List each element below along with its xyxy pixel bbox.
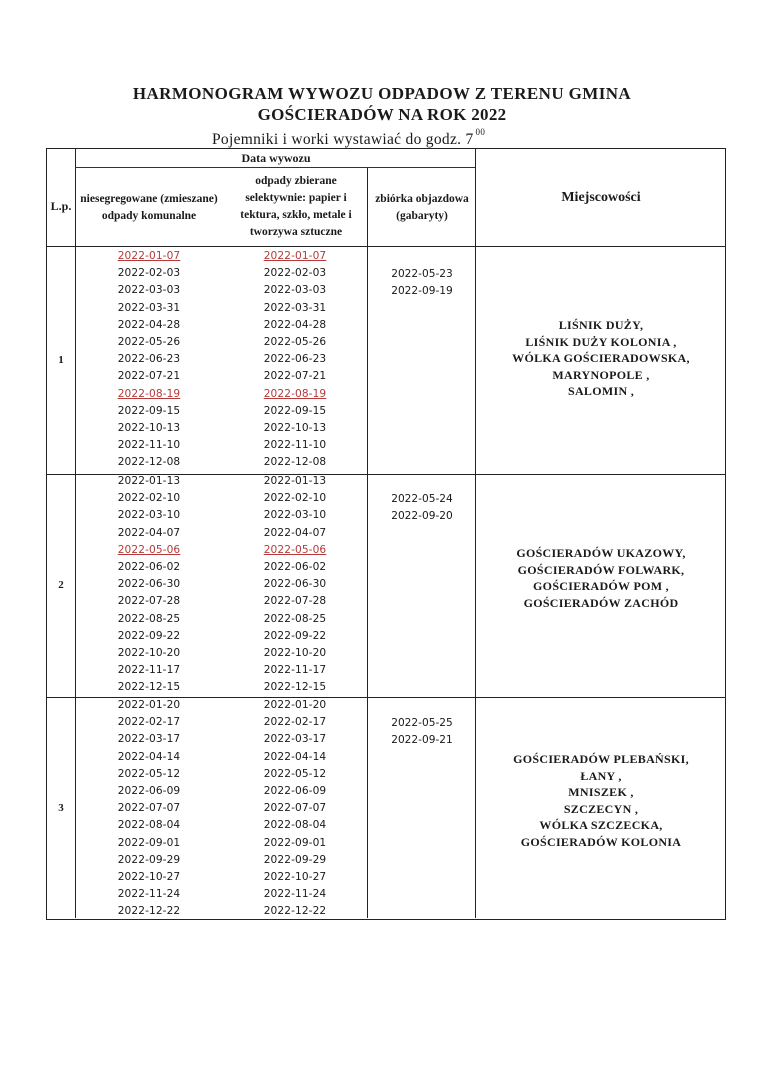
- date-cell: 2022-04-28: [117, 318, 181, 331]
- date-cell: 2022-07-28: [117, 595, 181, 608]
- date-cell: 2022-12-15: [263, 681, 327, 694]
- header-places: Miejscowości: [561, 190, 641, 205]
- date-cell: 2022-09-15: [263, 404, 327, 417]
- document-title-line2: GOŚCIERADÓW NA ROK 2022: [257, 105, 507, 124]
- col-divider-lp: [75, 149, 76, 918]
- date-cell: 2022-10-20: [263, 646, 327, 659]
- group-number: 3: [58, 802, 64, 814]
- date-cell: 2022-12-22: [263, 905, 327, 918]
- date-cell: 2022-08-04: [117, 819, 181, 832]
- date-cell: 2022-05-24: [391, 493, 453, 505]
- date-cell: 2022-05-26: [117, 335, 181, 348]
- date-cell: 2022-05-23: [391, 268, 453, 280]
- date-cell: 2022-03-17: [117, 733, 181, 746]
- date-cell: 2022-05-26: [263, 335, 327, 348]
- group-number: 2: [58, 579, 64, 591]
- date-cell: 2022-02-03: [117, 267, 181, 280]
- date-cell: 2022-05-06: [117, 543, 181, 556]
- row-divider-header: [47, 246, 725, 247]
- date-cell: 2022-03-17: [263, 733, 327, 746]
- date-cell: 2022-09-29: [263, 853, 327, 866]
- date-cell: 2022-04-07: [117, 526, 181, 539]
- date-cell: 2022-12-15: [117, 681, 181, 694]
- selective-dates-list: [223, 697, 367, 920]
- date-cell: 2022-11-24: [117, 888, 181, 901]
- date-cell: 2022-05-06: [263, 543, 327, 556]
- date-cell: 2022-10-20: [117, 646, 181, 659]
- date-cell: 2022-08-25: [117, 612, 181, 625]
- header-lp: L.p.: [50, 199, 72, 213]
- date-cell: 2022-12-08: [263, 456, 327, 469]
- date-cell: 2022-04-14: [117, 750, 181, 763]
- bulky-dates-list: [369, 715, 475, 749]
- date-cell: 2022-07-21: [117, 370, 181, 383]
- date-cell: 2022-04-07: [263, 526, 327, 539]
- date-cell: 2022-09-29: [117, 853, 181, 866]
- mixed-dates-list: [77, 473, 221, 696]
- place-name: ŁANY ,: [580, 768, 622, 783]
- date-cell: 2022-02-17: [117, 716, 181, 729]
- date-cell: 2022-01-13: [263, 475, 327, 487]
- date-cell: 2022-11-17: [117, 664, 181, 677]
- header-data-wywozu: Data wywozu: [241, 151, 311, 165]
- date-cell: 2022-04-28: [263, 318, 327, 331]
- date-cell: 2022-12-22: [117, 905, 181, 918]
- date-cell: 2022-01-20: [117, 699, 181, 711]
- date-cell: 2022-06-02: [117, 560, 181, 573]
- date-cell: 2022-10-27: [263, 870, 327, 883]
- date-cell: 2022-01-13: [117, 475, 181, 487]
- date-cell: 2022-03-31: [263, 301, 327, 314]
- date-cell: 2022-11-10: [117, 439, 181, 452]
- mixed-dates-list: [77, 248, 221, 471]
- places-list: [477, 751, 725, 850]
- subtitle-time-superscript: 00: [475, 127, 486, 137]
- date-cell: 2022-12-08: [117, 456, 181, 469]
- selective-dates-list: [223, 473, 367, 696]
- date-cell: 2022-06-23: [263, 353, 327, 366]
- place-name: MNISZEK ,: [568, 785, 634, 799]
- schedule-table: [46, 148, 726, 920]
- date-cell: 2022-11-17: [263, 664, 327, 677]
- date-cell: 2022-06-09: [117, 784, 181, 797]
- date-cell: 2022-09-22: [117, 629, 181, 642]
- places-list: [477, 545, 725, 611]
- date-cell: 2022-08-19: [117, 387, 181, 400]
- date-cell: 2022-04-14: [263, 750, 327, 763]
- date-cell: 2022-06-23: [117, 353, 181, 366]
- date-cell: 2022-09-01: [263, 836, 327, 849]
- date-cell: 2022-05-12: [263, 767, 327, 780]
- place-name: WÓLKA SZCZECKA,: [539, 818, 663, 832]
- date-cell: 2022-01-07: [263, 250, 327, 262]
- date-cell: 2022-06-30: [117, 578, 181, 591]
- date-cell: 2022-09-20: [391, 510, 453, 523]
- date-cell: 2022-01-20: [263, 699, 327, 711]
- place-name: MARYNOPOLE ,: [552, 367, 650, 382]
- date-cell: 2022-02-03: [263, 267, 327, 280]
- date-cell: 2022-06-09: [263, 784, 327, 797]
- bulky-dates-list: [369, 491, 475, 525]
- date-cell: 2022-09-22: [263, 629, 327, 642]
- place-name: WÓLKA GOŚCIERADOWSKA,: [512, 351, 690, 365]
- subtitle-text: Pojemniki i worki wystawiać do godz. 7: [212, 131, 474, 149]
- date-cell: 2022-02-17: [263, 716, 327, 729]
- place-name: GOŚCIERADÓW POM ,: [533, 579, 669, 593]
- date-cell: 2022-02-10: [263, 492, 327, 505]
- date-cell: 2022-01-07: [117, 250, 181, 262]
- date-cell: 2022-03-10: [117, 509, 181, 522]
- header-mixed-waste: niesegregowane (zmieszane) odpady komunalne: [80, 192, 218, 222]
- date-cell: 2022-06-30: [263, 578, 327, 591]
- place-name: GOŚCIERADÓW PLEBAŃSKI,: [513, 752, 689, 766]
- header-bulky-waste: zbiórka objazdowa (gabaryty): [375, 192, 469, 222]
- date-cell: 2022-03-10: [263, 509, 327, 522]
- date-cell: 2022-05-25: [391, 717, 453, 729]
- selective-dates-list: [223, 248, 367, 471]
- date-cell: 2022-08-19: [263, 387, 327, 400]
- place-name: GOŚCIERADÓW KOLONIA: [520, 834, 682, 849]
- document-title-line1: HARMONOGRAM WYWOZU ODPADOW Z TERENU GMINA: [132, 84, 632, 103]
- place-name: GOŚCIERADÓW FOLWARK,: [517, 562, 685, 577]
- bulky-dates-list: [369, 266, 475, 300]
- date-cell: 2022-10-13: [117, 421, 181, 434]
- date-cell: 2022-05-12: [117, 767, 181, 780]
- date-cell: 2022-09-01: [117, 836, 181, 849]
- place-name: SZCZECYN ,: [563, 801, 639, 816]
- group-number: 1: [58, 354, 64, 366]
- date-cell: 2022-03-03: [263, 284, 327, 297]
- col-divider-places: [475, 149, 476, 918]
- date-cell: 2022-09-19: [391, 285, 453, 298]
- places-list: [477, 317, 725, 400]
- document-subtitle: [212, 127, 486, 149]
- place-name: LIŚNIK DUŻY KOLONIA ,: [525, 334, 677, 349]
- date-cell: 2022-03-31: [117, 301, 181, 314]
- place-name: GOŚCIERADÓW UKAZOWY,: [516, 546, 686, 560]
- date-cell: 2022-11-10: [263, 439, 327, 452]
- date-cell: 2022-07-28: [263, 595, 327, 608]
- mixed-dates-list: [77, 697, 221, 920]
- date-cell: 2022-08-04: [263, 819, 327, 832]
- date-cell: 2022-10-27: [117, 870, 181, 883]
- date-cell: 2022-09-21: [391, 734, 453, 747]
- date-cell: 2022-09-15: [117, 404, 181, 417]
- date-cell: 2022-11-24: [263, 888, 327, 901]
- date-cell: 2022-10-13: [263, 421, 327, 434]
- date-cell: 2022-08-25: [263, 612, 327, 625]
- date-cell: 2022-07-07: [117, 802, 181, 815]
- date-cell: 2022-07-21: [263, 370, 327, 383]
- date-cell: 2022-02-10: [117, 492, 181, 505]
- col-divider-bulky: [367, 167, 368, 918]
- header-selective-waste: odpady zbierane selektywnie: papier i tektura, szkło, metale i tworzywa sztuczne: [240, 174, 352, 238]
- place-name: LIŚNIK DUŻY,: [558, 318, 644, 332]
- place-name: GOŚCIERADÓW ZACHÓD: [523, 595, 679, 610]
- date-cell: 2022-06-02: [263, 560, 327, 573]
- place-name: SALOMIN ,: [567, 384, 635, 398]
- date-cell: 2022-03-03: [117, 284, 181, 297]
- date-cell: 2022-07-07: [263, 802, 327, 815]
